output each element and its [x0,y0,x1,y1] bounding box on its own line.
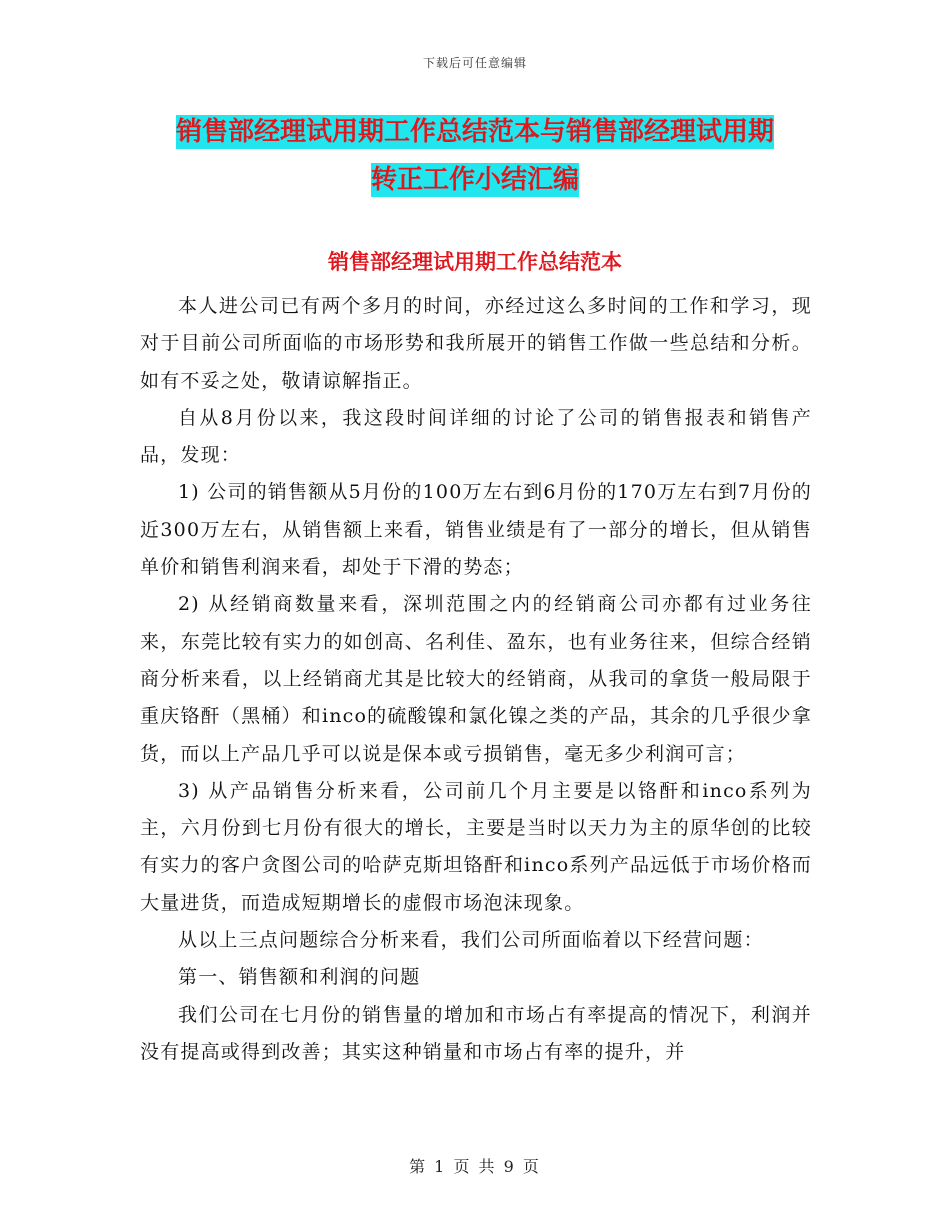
page-number: 第 1 页 共 9 页 [409,1157,541,1176]
paragraph: 自从8月份以来，我这段时间详细的讨论了公司的销售报表和销售产品，发现： [140,406,812,467]
document-body [140,288,812,1071]
paragraph: 3) 从产品销售分析来看，公司前几个月主要是以铬酐和inco系列为主，六月份到七月份有很大的增长，主要是当时以天力为主的原华创的比较有实力的客户贪图公司的哈萨克斯坦铬酐和inco系列产品远低于市场价格而大量进货，而造成短期增长的虚假市场泡沫现象。 [140,779,812,914]
paragraph: 我们公司在七月份的销售量的增加和市场占有率提高的情况下，利润并没有提高或得到改善；其实这种销量和市场占有率的提升，并 [140,1003,812,1063]
paragraph: 1) 公司的销售额从5月份的100万左右到6月份的170万左右到7月份的近300万左右，从销售额上来看，销售业绩是有了一部分的增长，但从销售单价和销售利润来看，却处于下滑的势态； [140,481,812,579]
header-note: 下载后可任意编辑 [422,56,527,70]
paragraph: 本人进公司已有两个多月的时间，亦经过这么多时间的工作和学习，现对于目前公司所面临的市场形势和我所展开的销售工作做一些总结和分析。如有不妥之处，敬请谅解指正。 [140,295,812,392]
paragraph: 第一、销售额和利润的问题 [178,966,421,989]
title-line-2: 转正工作小结汇编 [370,165,579,195]
paragraph: 2) 从经销商数量来看，深圳范围之内的经销商公司亦都有过业务往来，东莞比较有实力的如创高、名利佳、盈东，也有业务往来，但综合经销商分析来看，以上经销商尤其是比较大的经销商，从我司的拿货一般局限于重庆铬酐（黑桶）和inco的硫酸镍和氯化镍之类的产品，其余的几乎很少拿货，而以上产品几乎可以说是保本或亏损销售，毫无多少利润可言； [140,593,812,765]
document-title [140,108,810,204]
title-line-1: 销售部经理试用期工作总结范本与销售部经理试用期 [175,117,774,147]
section-title: 销售部经理试用期工作总结范本 [328,250,622,274]
paragraph: 从以上三点问题综合分析来看，我们公司所面临着以下经营问题： [178,929,764,952]
